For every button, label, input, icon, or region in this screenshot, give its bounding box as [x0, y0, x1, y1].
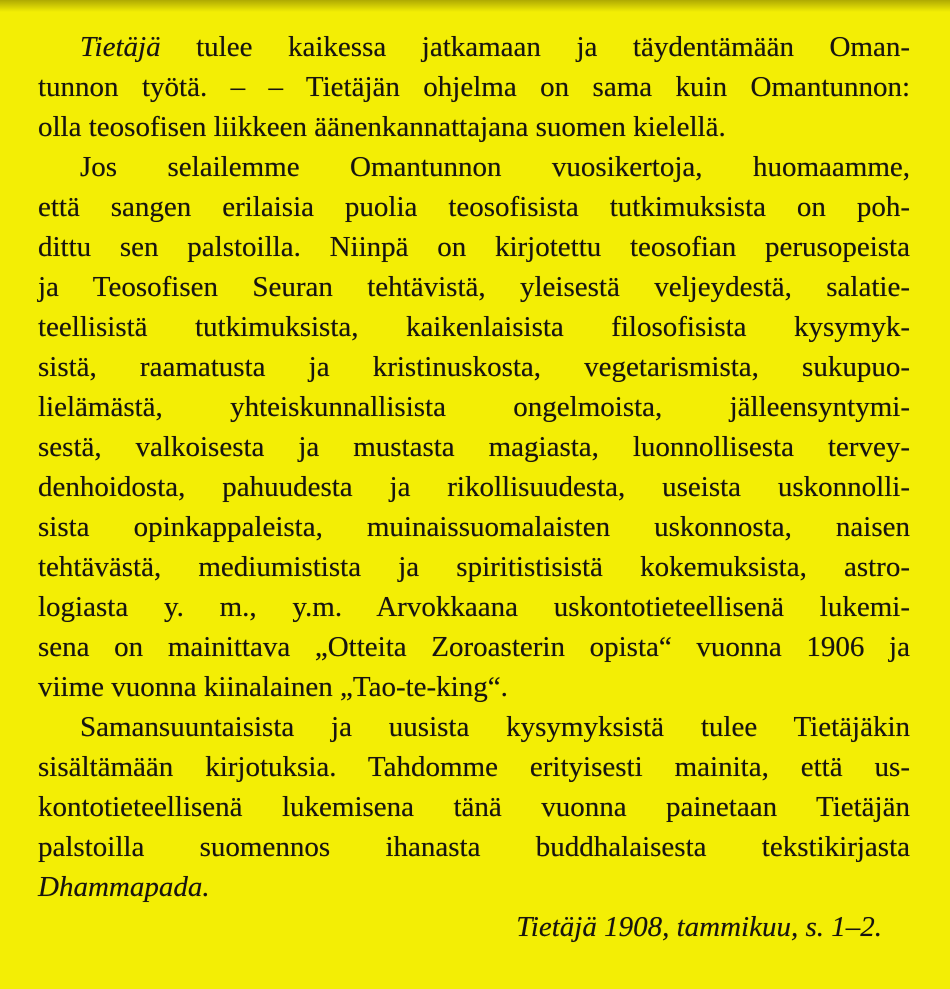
text-segment: sistä, raamatusta ja kristinuskosta, vegetarismista, sukupuo-: [38, 351, 910, 383]
text-line: [38, 227, 910, 267]
text-line: [38, 267, 910, 307]
text-line: [38, 147, 910, 187]
text-segment: Jos selailemme Omantunnon vuosikertoja, huomaamme,: [80, 151, 910, 183]
text-segment: teellisistä tutkimuksista, kaikenlaisista filosofisista kysymyk-: [38, 311, 910, 343]
text-line: [38, 907, 910, 947]
text-line: [38, 387, 910, 427]
text-line: [38, 307, 910, 347]
text-segment: että sangen erilaisia puolia teosofisista tutkimuksista on poh-: [38, 191, 910, 223]
text-segment: palstoilla suomennos ihanasta buddhalaisesta tekstikirjasta: [38, 831, 910, 863]
text-line: [38, 587, 910, 627]
text-line: [38, 747, 910, 787]
italic-text-segment: Tietäjä: [80, 31, 161, 63]
page-top-edge-shading: [0, 0, 950, 12]
text-segment: olla teosofisen liikkeen äänenkannattajana suomen kielellä.: [38, 111, 726, 143]
text-segment: sestä, valkoisesta ja mustasta magiasta, luonnollisesta tervey-: [38, 431, 910, 463]
text-line: [38, 347, 910, 387]
text-segment: Samansuuntaisista ja uusista kysymyksistä tulee Tietäjäkin: [80, 711, 910, 743]
text-line: [38, 667, 910, 707]
text-line: [38, 547, 910, 587]
text-segment: tulee kaikessa jatkamaan ja täydentämään Oman-: [160, 31, 910, 63]
text-line: [38, 427, 910, 467]
article-text: [0, 27, 950, 947]
text-line: [38, 27, 910, 67]
text-line: [38, 827, 910, 867]
text-line: [38, 707, 910, 747]
text-segment: tunnon työtä. – – Tietäjän ohjelma on sama kuin Omantunnon:: [38, 71, 910, 103]
text-line: [38, 787, 910, 827]
text-line: [38, 507, 910, 547]
text-segment: denhoidosta, pahuudesta ja rikollisuudesta, useista uskonnolli-: [38, 471, 910, 503]
text-line: [38, 867, 910, 907]
text-segment: ja Teosofisen Seuran tehtävistä, yleisestä veljeydestä, salatie-: [38, 271, 910, 303]
text-line: [38, 467, 910, 507]
italic-text-segment: Dhammapada.: [38, 871, 210, 903]
text-segment: viime vuonna kiinalainen „Tao-te-king“.: [38, 671, 508, 703]
text-segment: lielämästä, yhteiskunnallisista ongelmoista, jälleensyntymi-: [38, 391, 910, 423]
text-segment: logiasta y. m., y.m. Arvokkaana uskontotieteellisenä lukemi-: [38, 591, 910, 623]
text-segment: kontotieteellisenä lukemisena tänä vuonna painetaan Tietäjän: [38, 791, 910, 823]
text-line: [38, 187, 910, 227]
text-segment: sista opinkappaleista, muinaissuomalaisten uskonnosta, naisen: [38, 511, 910, 543]
text-segment: sena on mainittava „Otteita Zoroasterin opista“ vuonna 1906 ja: [38, 631, 910, 663]
text-segment: sisältämään kirjotuksia. Tahdomme erityisesti mainita, että us-: [38, 751, 910, 783]
text-line: [38, 627, 910, 667]
text-line: [38, 67, 910, 107]
text-line: [38, 107, 910, 147]
text-segment: dittu sen palstoilla. Niinpä on kirjotettu teosofian perusopeista: [38, 231, 910, 263]
italic-text-segment: Tietäjä 1908, tammikuu, s. 1–2.: [516, 911, 882, 943]
text-segment: tehtävästä, mediumistista ja spiritistisistä kokemuksista, astro-: [38, 551, 910, 583]
